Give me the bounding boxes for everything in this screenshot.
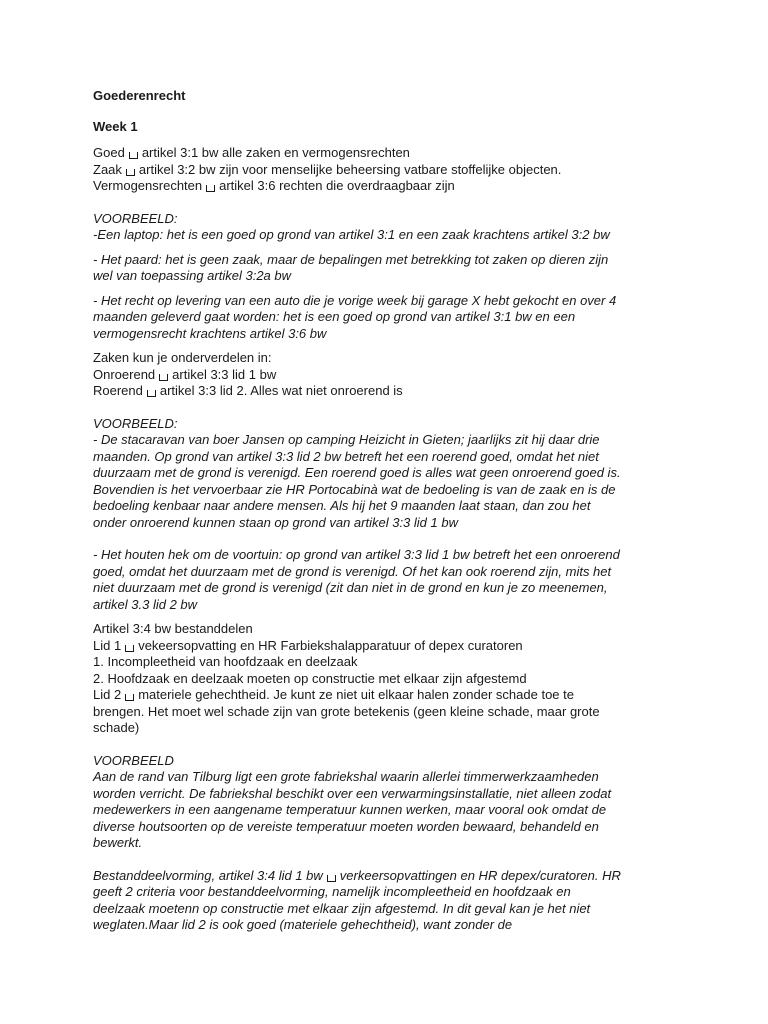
example-fabriekshal [93,753,688,852]
paragraph-line: Bovendien is het vervoerbaar zie HR Portocabinà wat de bedoeling is van de zaak en is de [93,481,616,497]
answer-bestanddeelvorming [93,868,688,934]
example-stacaravan [93,416,688,532]
definition-line [93,383,688,400]
paragraph-line: bewerkt. [93,835,143,850]
paragraph-line: onder onroerend kunnen staan op grond van artikel 3:3 lid 1 bw [93,514,458,530]
section-heading: Artikel 3:4 bw bestanddelen [93,621,253,636]
paragraph-line: - Het paard: het is geen zaak, maar de bepalingen met betrekking tot zaken op dieren zijn [93,251,609,267]
definition-term: Zaak [93,161,122,177]
example-heading: VOORBEELD: [93,210,178,226]
arrow-glyph-icon [327,875,336,882]
arrow-glyph-icon [125,694,134,701]
paragraph-line: deelzaak moetenn op constructie met elkaar zijn afgestemd. In dit geval kan je het niet [93,900,591,916]
example-heading: VOORBEELD: [93,415,178,431]
example-laptop [93,211,688,244]
paragraph-line: - Het houten hek om de voortuin: op grond van artikel 3:3 lid 1 bw betreft het een onroerend [93,547,620,562]
paragraph-line: bedoeling kenbaar naar andere mensen. Als hij het 9 maanden laat staan, dan zou het [93,498,591,513]
paragraph-line: goed, omdat het duurzaam met de grond is verenigd. Of het kan ook roerend zijn, mits het [93,563,612,579]
definition-text: verkeersopvattingen en HR depex/curatoren. HR [339,867,621,883]
document-title: Goederenrecht [93,88,186,103]
paragraph-line: - Het recht op levering van een auto die je vorige week bij garage X hebt gekocht en over 4 [93,292,617,308]
arrow-glyph-icon [125,645,134,652]
definition-term: Roerend [93,383,143,398]
definition-term: Lid 2 [93,687,122,702]
definition-text: artikel 3:3 lid 2. Alles wat niet onroerend is [159,383,403,398]
definition-text: artikel 3:3 lid 1 bw [172,366,277,382]
definition-term: Onroerend [93,366,156,382]
definition-line [93,638,688,655]
definition-line [93,178,688,195]
list-item: 1. Incompleetheid van hoofdzaak en deelzaak [93,654,358,669]
definition-text: materiele gehechtheid. Je kunt ze niet uit elkaar halen zonder schade toe te [138,687,574,702]
document-page [93,88,688,942]
paragraph-line: Zaken kun je onderverdelen in: [93,350,272,365]
example-levering [93,293,688,343]
paragraph-line: worden verricht. De fabriekshal beschikt over een verwarmingsinstallatie, niet alleen zodat [93,785,612,801]
zaken-indeling [93,350,688,400]
paragraph-line: - De stacaravan van boer Jansen op camping Heizicht in Gieten; jaarlijks zit hij daar drie [93,432,600,447]
paragraph-line: brengen. Het moet wel schade zijn van grote betekenis (geen kleine schade, maar grote [93,703,600,719]
paragraph-line: duurzaam met de grond is verenigd. Een roerend goed is alles wat geen onroerend goed is. [93,465,621,480]
paragraph-line: vermogensrecht krachtens artikel 3:6 bw [93,325,327,341]
arrow-glyph-icon [126,169,135,176]
definition-term: Goed [93,145,125,160]
definition-text: artikel 3:1 bw alle zaken en vermogensrechten [141,145,410,160]
definition-term: Bestanddeelvorming, artikel 3:4 lid 1 bw [93,867,323,883]
paragraph-line: -Een laptop: het is een goed op grond van artikel 3:1 en een zaak krachtens artikel 3:2 bw [93,227,610,242]
arrow-glyph-icon [129,152,138,159]
arrow-glyph-icon [147,390,156,397]
paragraph-line: geeft 2 criteria voor bestanddeelvorming, namelijk incompleetheid en hoofdzaak en [93,884,571,899]
paragraph-line: medewerkers in een aangename temperatuur kunnen werken, maar vooral ook omdat de [93,802,607,817]
definition-line [93,687,688,704]
week-heading: Week 1 [93,118,138,134]
paragraph-line: schade) [93,720,140,735]
arrow-glyph-icon [206,185,215,192]
paragraph-line: artikel 3.3 lid 2 bw [93,596,198,612]
definition-text: vekeersopvatting en HR Farbiekshalapparatuur of depex curatoren [138,637,523,653]
definition-term: Lid 1 [93,637,122,653]
paragraph-line: niet duurzaam met de grond is verenigd (zit dan niet in de grond en kun je zo meenemen, [93,580,608,595]
artikel-3-4 [93,621,688,737]
example-paard [93,252,688,285]
definition-text: artikel 3:6 rechten die overdraagbaar zijn [219,178,455,193]
definition-line [93,162,688,179]
definition-text: artikel 3:2 bw zijn voor menselijke beheersing vatbare stoffelijke objecten. [138,161,562,177]
paragraph-line: diverse houtsoorten op de vereiste temperatuur moeten worden bewaard, behandeld en [93,818,599,834]
arrow-glyph-icon [159,374,168,381]
definitions [93,145,688,195]
list-item: 2. Hoofdzaak en deelzaak moeten op constructie met elkaar zijn afgestemd [93,670,527,686]
paragraph-line: Aan de rand van Tilburg ligt een grote fabriekshal waarin allerlei timmerwerkzaamheden [93,769,599,784]
example-heading: VOORBEELD [93,752,174,768]
definition-line [93,868,688,885]
definition-line [93,145,688,162]
paragraph-line: weglaten.Maar lid 2 is ook goed (materiele gehechtheid), want zonder de [93,917,513,932]
example-hek [93,547,688,613]
definition-line [93,367,688,384]
paragraph-line: wel van toepassing artikel 3:2a bw [93,268,292,283]
definition-term: Vermogensrechten [93,178,203,193]
paragraph-line: maanden geleverd gaat worden: het is een goed op grond van artikel 3:1 bw en een [93,309,576,324]
paragraph-line: maanden. Op grond van artikel 3:3 lid 2 bw betreft het een roerend goed, omdat het niet [93,448,599,464]
